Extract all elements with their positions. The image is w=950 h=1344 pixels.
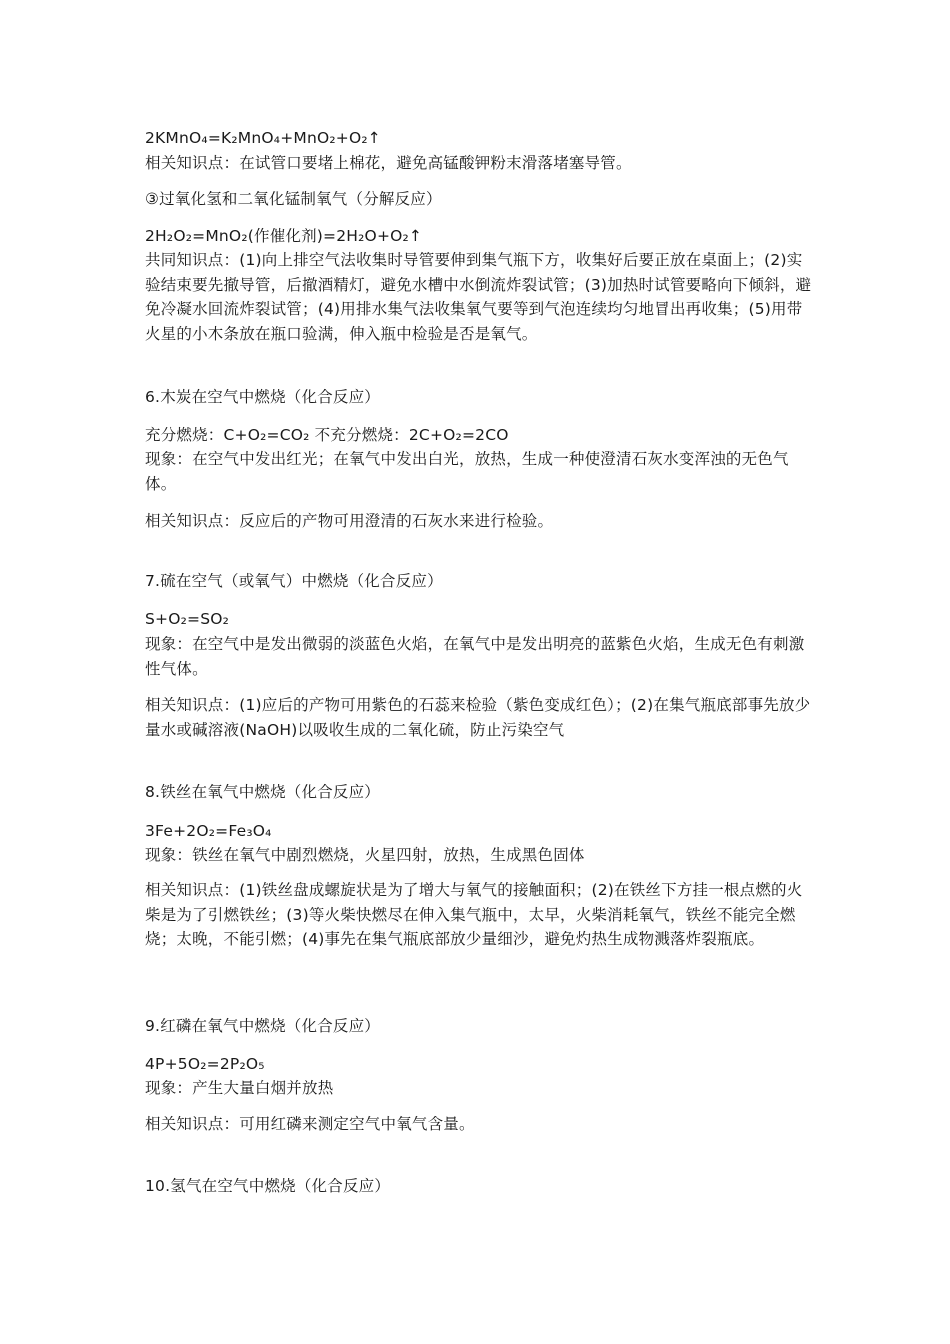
phenomenon-phosphorus: 现象：产生大量白烟并放热 (145, 1079, 334, 1097)
note-common: 共同知识点：(1)向上排空气法收集时导管要伸到集气瓶下方，收集好后要正放在桌面上；(2)实验结束要先撤导管，后撤酒精灯，避免水槽中水倒流炸裂试管；(3)加热时试管要略向下倾斜，避免冷凝水回流炸裂试管；(4)用排水集气法收集氧气要等到气泡连续均匀地冒出再收集；(5)用带火星的小木条放在瓶口验满，伸入瓶中检验是否是氧气。 (145, 251, 812, 343)
note-phosphorus: 相关知识点：可用红磷来测定空气中氧气含量。 (145, 1115, 475, 1133)
heading-9: 9.红磷在氧气中燃烧（化合反应） (145, 1017, 380, 1035)
heading-10: 10.氢气在空气中燃烧（化合反应） (145, 1177, 391, 1195)
equation-h2o2: 2H₂O₂=MnO₂(作催化剂)=2H₂O+O₂↑ (145, 227, 423, 245)
heading-7: 7.硫在空气（或氧气）中燃烧（化合反应） (145, 572, 443, 590)
note-kmno4: 相关知识点：在试管口要堵上棉花，避免高锰酸钾粉末滑落堵塞导管。 (145, 154, 632, 172)
equation-phosphorus: 4P+5O₂=2P₂O₅ (145, 1055, 265, 1073)
equation-sulfur: S+O₂=SO₂ (145, 610, 230, 628)
note-carbon: 相关知识点：反应后的产物可用澄清的石灰水来进行检验。 (145, 512, 554, 530)
heading-8: 8.铁丝在氧气中燃烧（化合反应） (145, 783, 380, 801)
note-iron: 相关知识点：(1)铁丝盘成螺旋状是为了增大与氧气的接触面积；(2)在铁丝下方挂一根点燃的火柴是为了引燃铁丝；(3)等火柴快燃尽在伸入集气瓶中，太早，火柴消耗氧气，铁丝不能完全燃烧；太晚，不能引燃；(4)事先在集气瓶底部放少量细沙，避免灼热生成物溅落炸裂瓶底。 (145, 881, 803, 948)
phenomenon-sulfur: 现象：在空气中是发出微弱的淡蓝色火焰，在氧气中是发出明亮的蓝紫色火焰，生成无色有刺激性气体。 (145, 635, 805, 678)
subheading-h2o2: ③过氧化氢和二氧化锰制氧气（分解反应） (145, 190, 442, 208)
note-sulfur: 相关知识点：(1)应后的产物可用紫色的石蕊来检验（紫色变成红色）；(2)在集气瓶底部事先放少量水或碱溶液(NaOH)以吸收生成的二氧化硫，防止污染空气 (145, 696, 811, 739)
phenomenon-iron: 现象：铁丝在氧气中剧烈燃烧，火星四射，放热，生成黑色固体 (145, 846, 585, 864)
equation-carbon: 充分燃烧：C+O₂=CO₂ 不充分燃烧：2C+O₂=2CO (145, 426, 509, 444)
heading-6: 6.木炭在空气中燃烧（化合反应） (145, 388, 380, 406)
equation-kmno4: 2KMnO₄=K₂MnO₄+MnO₂+O₂↑ (145, 129, 381, 147)
equation-iron: 3Fe+2O₂=Fe₃O₄ (145, 822, 272, 840)
phenomenon-carbon: 现象：在空气中发出红光；在氧气中发出白光，放热，生成一种使澄清石灰水变浑浊的无色气体。 (145, 450, 789, 493)
